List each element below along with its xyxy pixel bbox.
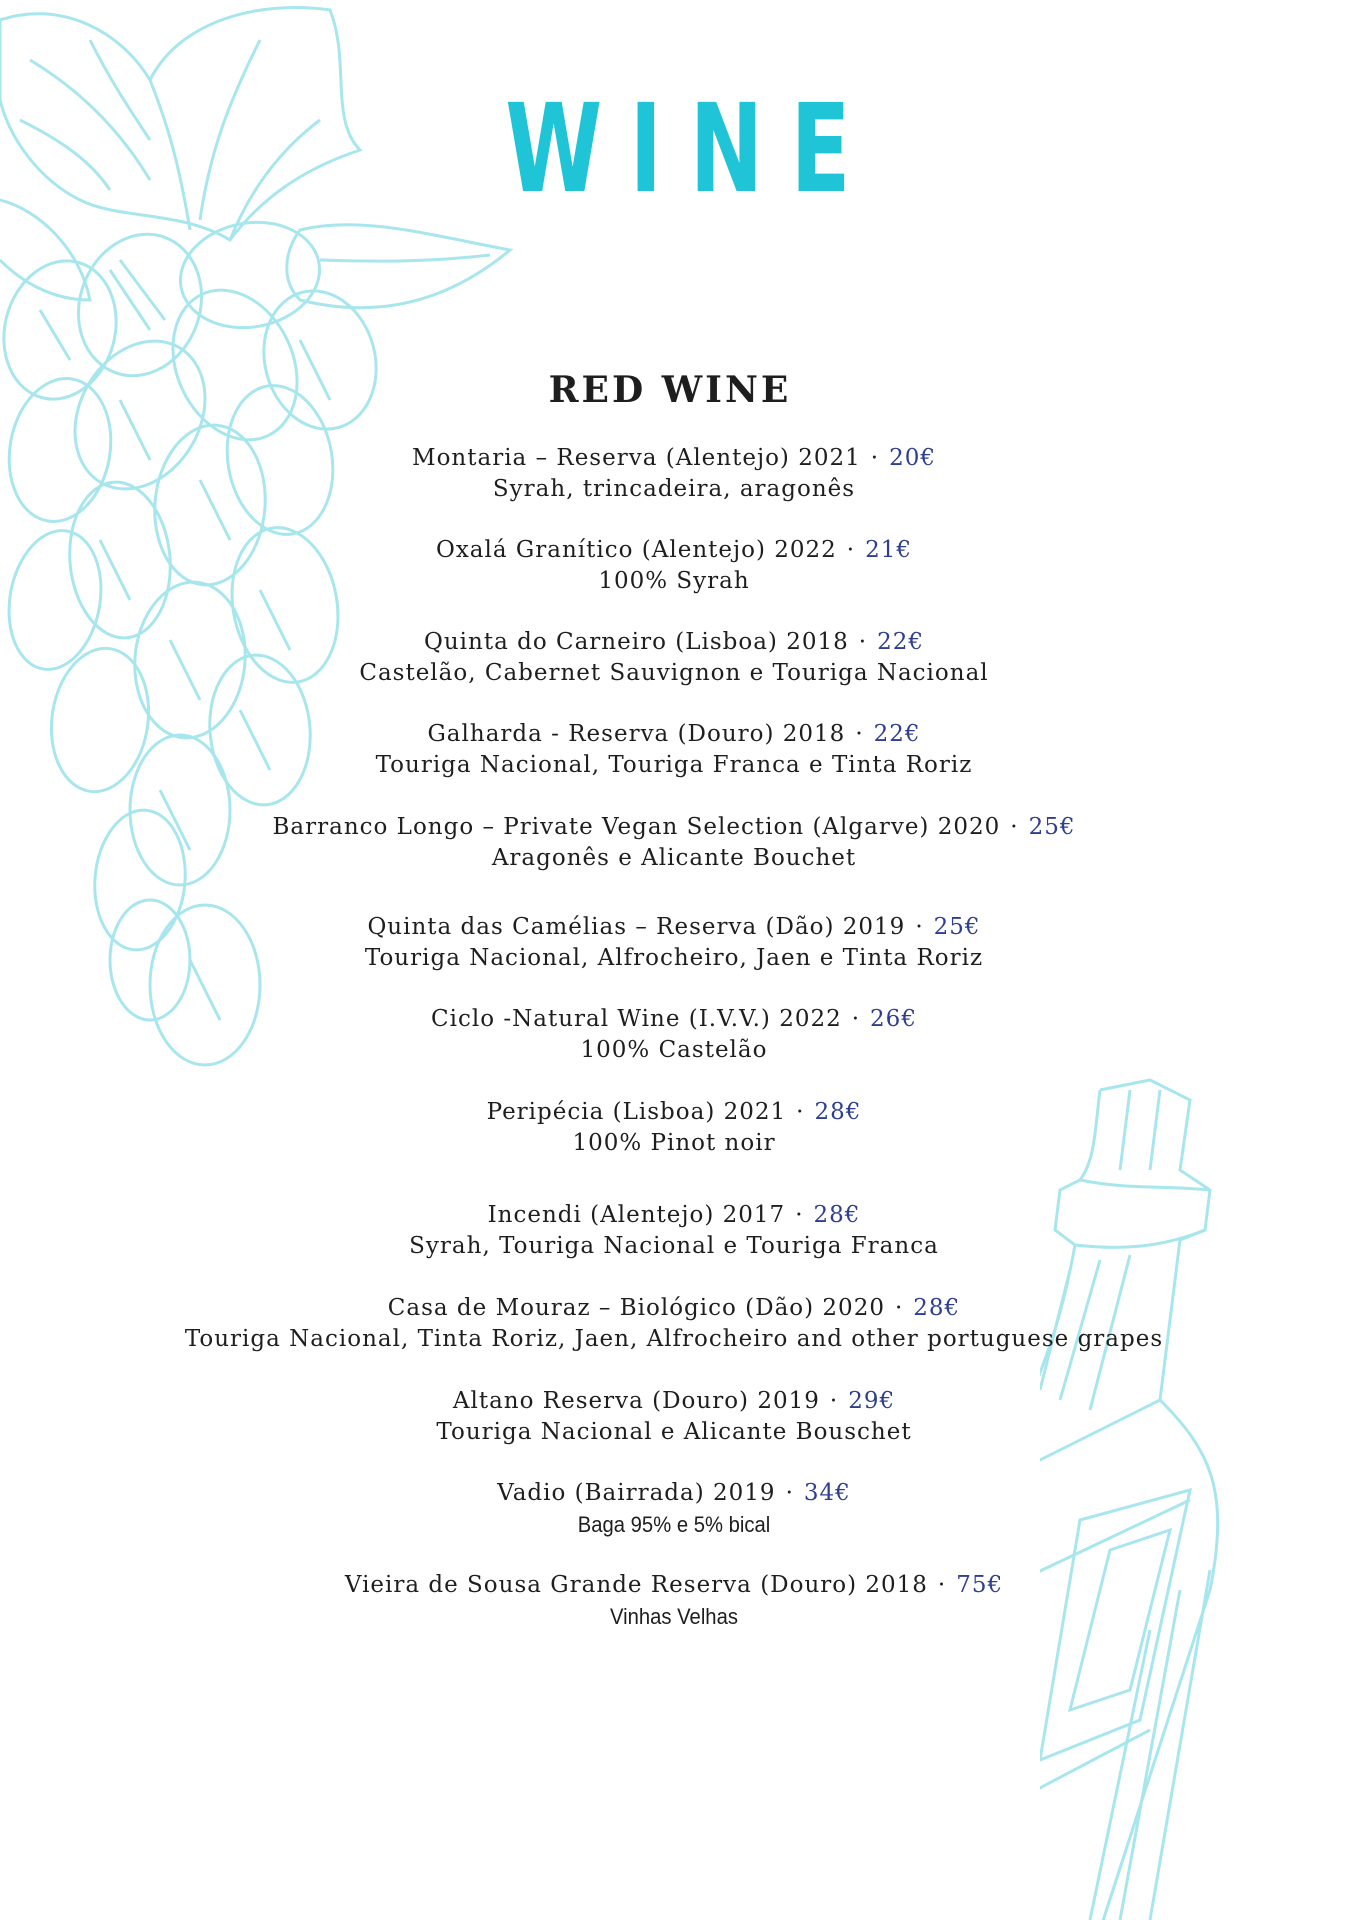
wine-price: 26€ [870,1006,917,1032]
wine-item: Galharda - Reserva (Douro) 2018 · 22€ Touriga Nacional, Touriga Franca e Tinta Roriz [0,719,1348,781]
wine-name: Barranco Longo – Private Vegan Selection (Algarve) 2020 [272,814,1001,840]
wine-grapes: Touriga Nacional, Touriga Franca e Tinta Roriz [375,752,973,778]
wine-item: Vadio (Bairrada) 2019 · 34€ Baga 95% e 5% bical [0,1478,1348,1540]
wine-name: Galharda - Reserva (Douro) 2018 [427,721,846,747]
wine-grapes: Touriga Nacional, Alfrocheiro, Jaen e Tinta Roriz [364,945,984,971]
wine-name: Ciclo -Natural Wine (I.V.V.) 2022 [431,1006,842,1032]
wine-item: Barranco Longo – Private Vegan Selection (Algarve) 2020 · 25€ Aragonês e Alicante Bouchet [0,812,1348,874]
wine-grapes: 100% Syrah [598,568,750,594]
wine-name: Casa de Mouraz – Biológico (Dão) 2020 [387,1295,885,1321]
wine-item: Vieira de Sousa Grande Reserva (Douro) 2018 · 75€ Vinhas Velhas [0,1570,1348,1632]
wine-item: Quinta do Carneiro (Lisboa) 2018 · 22€ Castelão, Cabernet Sauvignon e Touriga Nacional [0,627,1348,689]
section-title: RED WINE [548,369,792,411]
wine-grapes: Touriga Nacional e Alicante Bouschet [436,1419,912,1445]
wine-price: 20€ [889,445,936,471]
wine-grapes: 100% Castelão [580,1037,768,1063]
wine-name: Altano Reserva (Douro) 2019 [452,1388,820,1414]
wine-price: 28€ [913,1295,961,1321]
wine-item: Casa de Mouraz – Biológico (Dão) 2020 · 28€ Touriga Nacional, Tinta Roriz, Jaen, Alfrocheiro and other portuguese grapes [0,1293,1348,1355]
wine-price: 25€ [933,914,981,940]
wine-price: 34€ [803,1480,851,1506]
wine-price: 28€ [814,1099,862,1125]
wine-item: Incendi (Alentejo) 2017 · 28€ Syrah, Touriga Nacional e Touriga Franca [0,1200,1348,1262]
wine-price: 75€ [956,1572,1004,1598]
wine-grapes: Syrah, trincadeira, aragonês [492,476,856,502]
wine-grapes: 100% Pinot noir [572,1130,776,1156]
wine-name: Oxalá Granítico (Alentejo) 2022 [435,537,837,563]
wine-grapes: Baga 95% e 5% bical [577,1512,771,1537]
wine-name: Quinta do Carneiro (Lisboa) 2018 [424,629,849,655]
wine-grapes: Touriga Nacional, Tinta Roriz, Jaen, Alfrocheiro and other portuguese grapes [184,1326,1164,1352]
wine-name: Montaria – Reserva (Alentejo) 2021 [412,445,861,471]
wine-item: Quinta das Camélias – Reserva (Dão) 2019 · 25€ Touriga Nacional, Alfrocheiro, Jaen e Tinta Roriz [0,912,1348,974]
wine-price: 25€ [1028,814,1076,840]
wine-name: Vadio (Bairrada) 2019 [497,1480,776,1506]
wine-name: Vieira de Sousa Grande Reserva (Douro) 2018 [344,1572,928,1598]
wine-item: Ciclo -Natural Wine (I.V.V.) 2022 · 26€ 100% Castelão [0,1004,1348,1066]
wine-item: Altano Reserva (Douro) 2019 · 29€ Touriga Nacional e Alicante Bouschet [0,1386,1348,1448]
wine-grapes: Aragonês e Alicante Bouchet [491,845,857,871]
wine-grapes: Castelão, Cabernet Sauvignon e Touriga Nacional [359,660,989,686]
wine-grapes: Syrah, Touriga Nacional e Touriga Franca [409,1233,939,1259]
wine-item: Montaria – Reserva (Alentejo) 2021 · 20€ Syrah, trincadeira, aragonês [0,443,1348,505]
wine-name: Incendi (Alentejo) 2017 [487,1202,786,1228]
wine-price: 21€ [865,537,913,563]
wine-price: 29€ [848,1388,896,1414]
wine-price: 22€ [877,629,924,655]
wine-name: Quinta das Camélias – Reserva (Dão) 2019 [367,914,906,940]
wine-price: 28€ [813,1202,861,1228]
wine-name: Peripécia (Lisboa) 2021 [486,1099,787,1125]
wine-item: Oxalá Granítico (Alentejo) 2022 · 21€ 100% Syrah [0,535,1348,597]
wine-item: Peripécia (Lisboa) 2021 · 28€ 100% Pinot noir [0,1097,1348,1159]
wine-grapes: Vinhas Velhas [610,1604,738,1629]
wine-price: 22€ [873,721,921,747]
page-title: WINE [505,78,878,220]
